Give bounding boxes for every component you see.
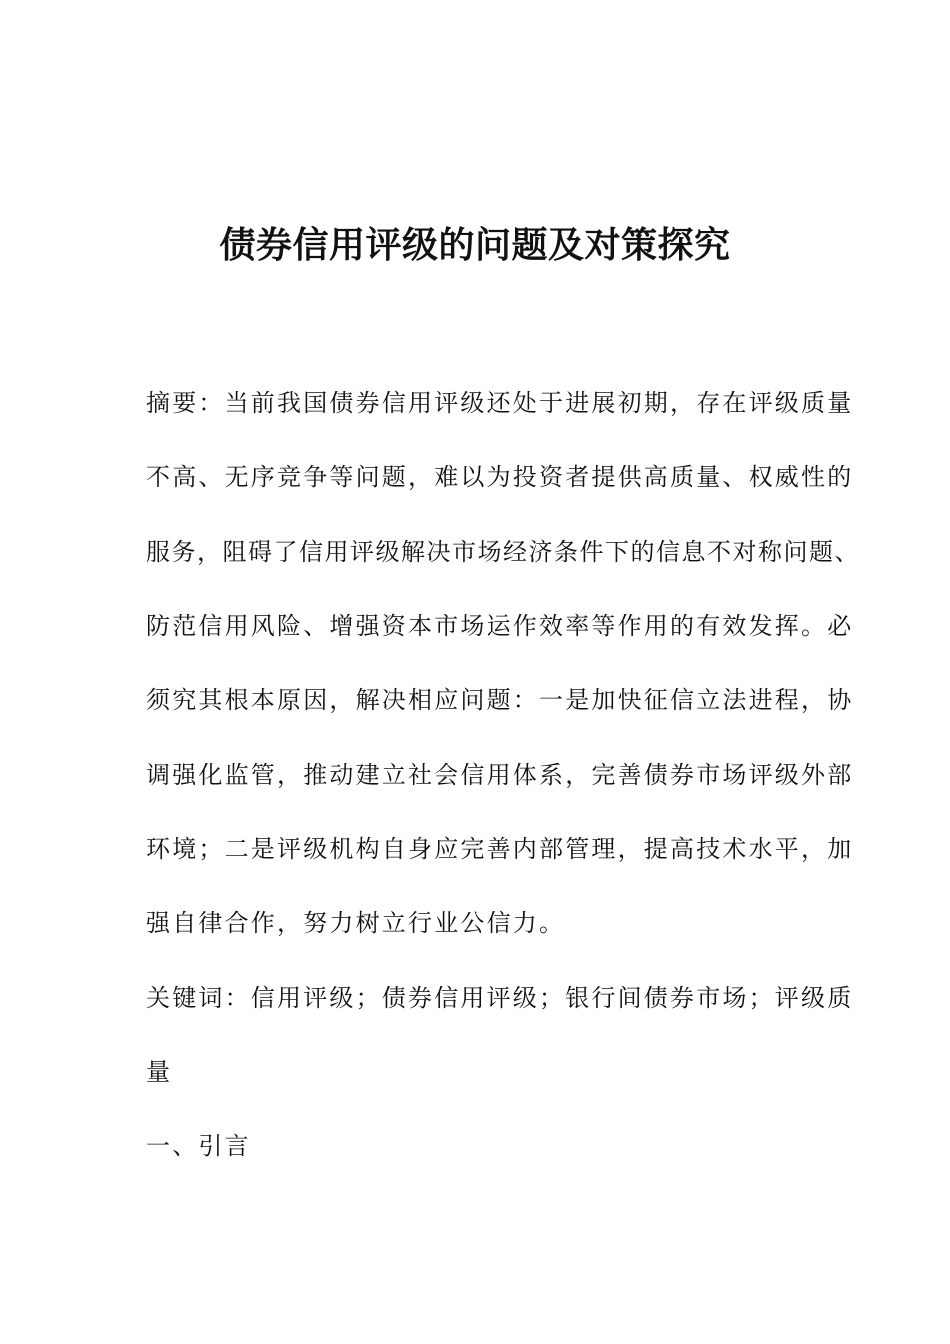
abstract-line: 环境；二是评级机构自身应完善内部管理，提高技术水平，加: [146, 835, 854, 863]
abstract-line: 强自律合作，努力树立行业公信力。: [146, 909, 566, 937]
abstract-line: 须究其根本原因，解决相应问题：一是加快征信立法进程，协: [146, 686, 854, 714]
section-heading: 一、引言: [146, 1132, 251, 1160]
document-title: 债券信用评级的问题及对策探究: [219, 225, 731, 266]
abstract-line: 不高、无序竞争等问题，难以为投资者提供高质量、权威性的: [146, 463, 854, 491]
abstract-line: 服务，阻碍了信用评级解决市场经济条件下的信息不对称问题、: [146, 538, 860, 566]
abstract-line: 防范信用风险、增强资本市场运作效率等作用的有效发挥。必: [146, 612, 854, 640]
keywords-line: 关键词：信用评级；债券信用评级；银行间债券市场；评级质: [146, 984, 854, 1012]
keywords-line: 量: [146, 1058, 173, 1086]
abstract-line: 调强化监管，推动建立社会信用体系，完善债券市场评级外部: [146, 761, 854, 789]
abstract-line: 摘要：当前我国债券信用评级还处于进展初期，存在评级质量: [146, 389, 854, 417]
